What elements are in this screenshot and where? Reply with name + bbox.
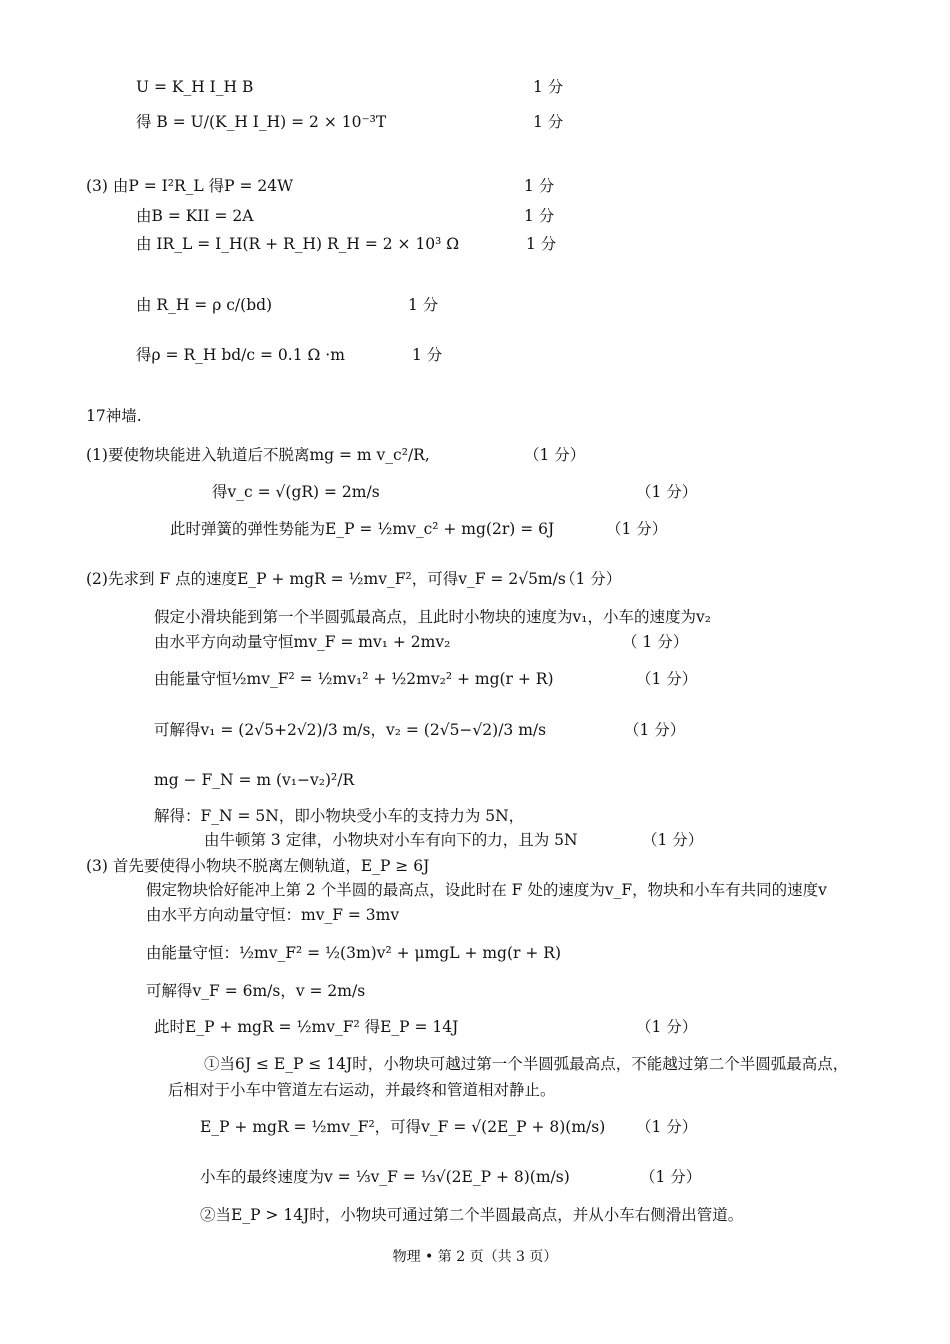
text-line: 小车的最终速度为v = ⅓v_F = ⅓√(2E_P + 8)(m/s) xyxy=(200,1168,570,1186)
text-line: 可解得v_F = 6m/s，v = 2m/s xyxy=(146,982,366,1000)
text-line: 假定小滑块能到第一个半圆弧最高点，且此时小物块的速度为v₁，小车的速度为v₂ xyxy=(154,608,711,626)
text-line: 此时E_P + mgR = ½mv_F² 得E_P = 14J xyxy=(154,1018,459,1036)
text-line: 假定物块恰好能冲上第 2 个半圆的最高点，设此时在 F 处的速度为v_F，物块和小车有共同的速度v xyxy=(146,881,827,899)
text-line: 得ρ = R_H bd/c = 0.1 Ω ·m xyxy=(136,346,345,364)
text-line: ①当6J ≤ E_P ≤ 14J时，小物块可越过第一个半圆弧最高点，不能越过第二个半圆弧最高点， xyxy=(204,1055,849,1073)
score-label: 1 分 xyxy=(524,207,555,225)
text-line: (3) 由P = I²R_L 得P = 24W xyxy=(86,177,294,195)
section-heading: 17神墙. xyxy=(86,407,142,425)
score-label: 1 分 xyxy=(408,296,439,314)
text-line: (2)先求到 F 点的速度E_P + mgR = ½mv_F²，可得v_F = 2√5m/s xyxy=(86,570,566,588)
score-label: 1 分 xyxy=(524,177,555,195)
score-label: （1 分） xyxy=(636,1018,698,1036)
score-label: （1 分） xyxy=(524,446,586,464)
score-label: 1 分 xyxy=(533,113,564,131)
score-label: （1 分） xyxy=(642,831,704,849)
score-label: （ 1 分） xyxy=(622,633,689,651)
score-label: （1 分） xyxy=(624,721,686,739)
text-line: 由牛顿第 3 定律，小物块对小车有向下的力，且为 5N xyxy=(204,831,578,849)
text-line: mg − F_N = m (v₁−v₂)²/R xyxy=(154,771,355,789)
text-line: 得v_c = √(gR) = 2m/s xyxy=(212,483,380,501)
score-label: （1 分） xyxy=(636,483,698,501)
text-line: 得 B = U/(K_H I_H) = 2 × 10⁻³T xyxy=(136,113,387,131)
text-line: 由 R_H = ρ c/(bd) xyxy=(136,296,273,314)
text-line: 解得：F_N = 5N，即小物块受小车的支持力为 5N， xyxy=(154,807,525,825)
text-line: 由水平方向动量守恒：mv_F = 3mv xyxy=(146,906,400,924)
text-line: U = K_H I_H B xyxy=(136,78,254,96)
score-label: （1 分） xyxy=(560,570,622,588)
score-label: 1 分 xyxy=(526,235,557,253)
text-line: (1)要使物块能进入轨道后不脱离mg = m v_c²/R, xyxy=(86,446,430,464)
text-line: E_P + mgR = ½mv_F²，可得v_F = √(2E_P + 8)(m/s) xyxy=(200,1118,606,1136)
score-label: 1 分 xyxy=(412,346,443,364)
page-footer: 物理 • 第 2 页（共 3 页） xyxy=(392,1249,558,1265)
text-line: 由 IR_L = I_H(R + R_H) R_H = 2 × 10³ Ω xyxy=(136,235,460,253)
text-line: 由B = KII = 2A xyxy=(136,207,254,225)
text-line: 由能量守恒：½mv_F² = ½(3m)v² + μmgL + mg(r + R) xyxy=(146,944,561,962)
score-label: （1 分） xyxy=(636,1118,698,1136)
text-line: 后相对于小车中管道左右运动，并最终和管道相对静止。 xyxy=(168,1081,556,1099)
text-line: (3) 首先要使得小物块不脱离左侧轨道，E_P ≥ 6J xyxy=(86,857,430,875)
score-label: （1 分） xyxy=(636,670,698,688)
text-line: 由水平方向动量守恒mv_F = mv₁ + 2mv₂ xyxy=(154,633,451,651)
text-line: 由能量守恒½mv_F² = ½mv₁² + ½2mv₂² + mg(r + R) xyxy=(154,670,554,688)
score-label: 1 分 xyxy=(533,78,564,96)
score-label: （1 分） xyxy=(640,1168,702,1186)
text-line: 此时弹簧的弹性势能为E_P = ½mv_c² + mg(2r) = 6J xyxy=(170,520,555,538)
score-label: （1 分） xyxy=(606,520,668,538)
text-line: 可解得v₁ = (2√5+2√2)/3 m/s，v₂ = (2√5−√2)/3 m/s xyxy=(154,721,547,739)
text-line: ②当E_P > 14J时，小物块可通过第二个半圆最高点，并从小车右侧滑出管道。 xyxy=(200,1206,744,1224)
